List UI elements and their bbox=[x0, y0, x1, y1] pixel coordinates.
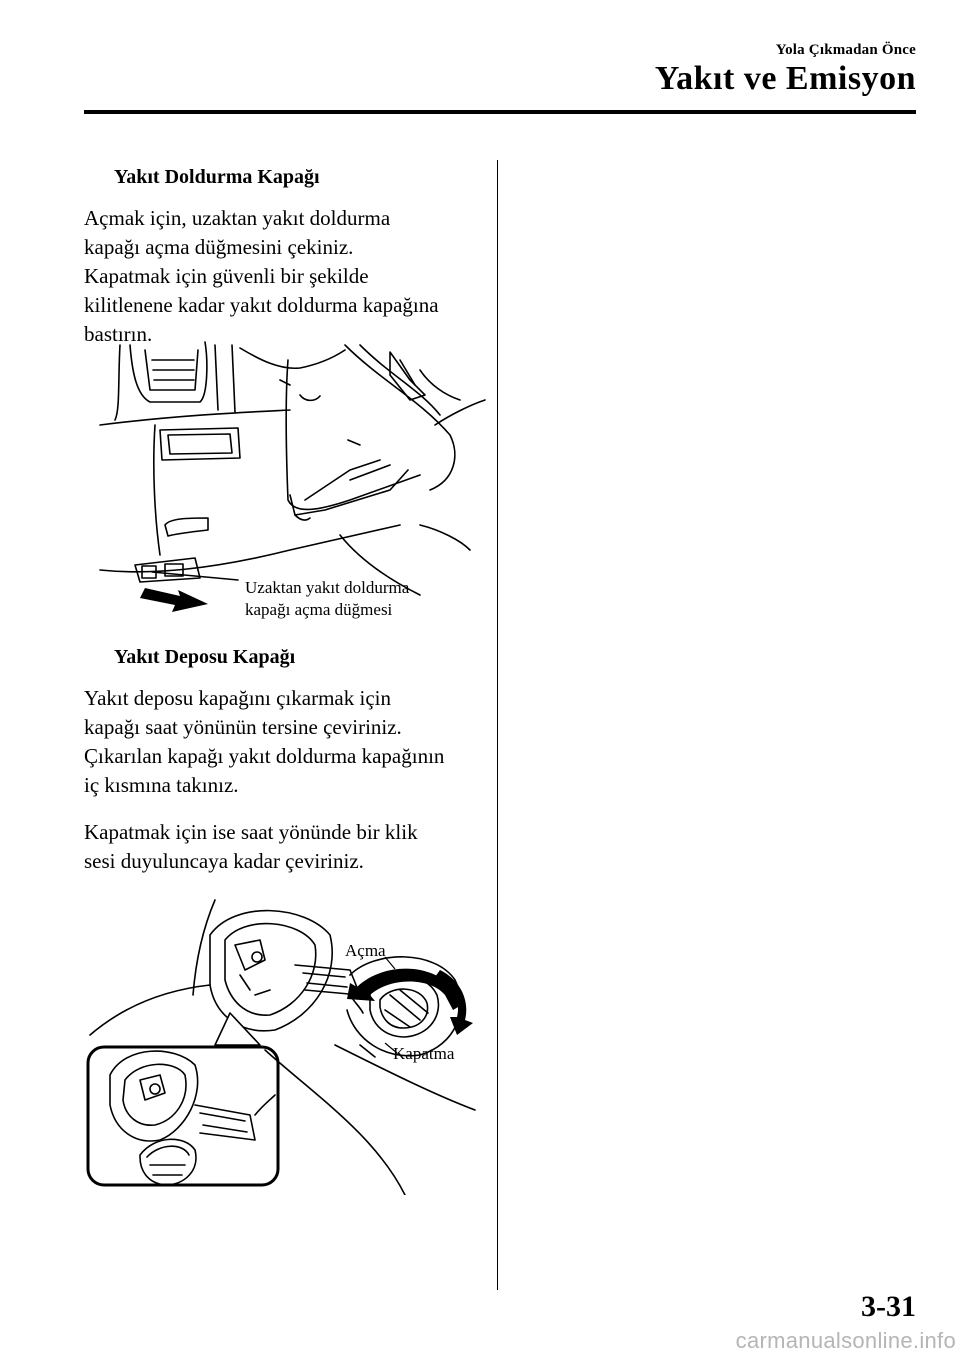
text-line: Kapatmak için ise saat yönünde bir klik bbox=[84, 820, 418, 844]
text-line: sesi duyuluncaya kadar çeviriniz. bbox=[84, 849, 364, 873]
figure-label-close: Kapatma bbox=[393, 1044, 455, 1063]
header-divider bbox=[84, 110, 916, 114]
paragraph-fuel-cap-remove bbox=[84, 684, 484, 800]
page-number: 3-31 bbox=[861, 1290, 916, 1323]
paragraph-fuel-door bbox=[84, 204, 484, 349]
figure-label-open: Açma bbox=[345, 941, 386, 960]
watermark: carmanualsonline.info bbox=[735, 1328, 956, 1353]
text-line: Yakıt deposu kapağını çıkarmak için bbox=[84, 686, 391, 710]
figure-label-remote-opener-line2: kapağı açma düğmesi bbox=[245, 600, 393, 619]
text-line: bastırın. bbox=[84, 322, 153, 346]
paragraph-fuel-cap-close bbox=[84, 818, 484, 876]
section-heading-fuel-cap: Yakıt Deposu Kapağı bbox=[114, 646, 296, 668]
text-line: kapağı saat yönünün tersine çeviriniz. bbox=[84, 715, 402, 739]
text-line: Çıkarılan kapağı yakıt doldurma kapağının bbox=[84, 744, 445, 768]
text-line: Açmak için, uzaktan yakıt doldurma bbox=[84, 206, 391, 230]
text-line: Kapatmak için güvenli bir şekilde bbox=[84, 264, 369, 288]
running-header-subtitle: Yola Çıkmadan Önce bbox=[775, 42, 916, 58]
column-divider bbox=[497, 160, 498, 1290]
figure-label-remote-opener-line1: Uzaktan yakıt doldurma bbox=[245, 578, 410, 597]
text-line: kapağı açma düğmesini çekiniz. bbox=[84, 235, 354, 259]
text-line: kilitlenene kadar yakıt doldurma kapağına bbox=[84, 293, 439, 317]
text-line: iç kısmına takınız. bbox=[84, 773, 239, 797]
running-header-title: Yakıt ve Emisyon bbox=[654, 60, 916, 97]
section-heading-fuel-door: Yakıt Doldurma Kapağı bbox=[114, 166, 320, 188]
